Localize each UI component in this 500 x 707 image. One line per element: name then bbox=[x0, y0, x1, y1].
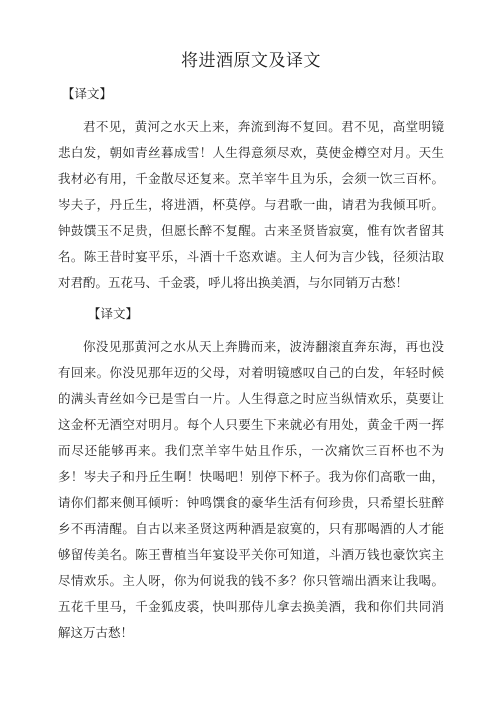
translation-text-paragraph: 你没见那黄河之水从天上奔腾而来，波涛翻滚直奔东海，再也没有回来。你没见那年迈的父母，对着明镜感叹自己的白发，年轻时候的满头青丝如今已是雪白一片。人生得意之时应当纵情欢乐，莫要让这金杯无酒空对明月。每个人只要生下来就必有用处，黄金千两一挥而尽还能够再来。我们烹羊宰牛姑且作乐，一次痛饮三百杯也不为多！岑夫子和丹丘生啊！快喝吧！别停下杯子。我为你们高歌一曲，请你们都来侧耳倾听：钟鸣馔食的豪华生活有何珍贵，只希望长驻醉乡不再清醒。自古以来圣贤这两种酒是寂寞的，只有那喝酒的人才能够留传美名。陈王曹植当年宴设平关你可知道，斗酒万钱也豪饮宾主尽情欢乐。主人呀，你为何说我的钱不多？你只管端出酒来让我喝。五花千里马，千金狐皮裘，快叫那侍儿拿去换美酒，我和你们共同消解这万古愁！ bbox=[58, 339, 444, 640]
original-text-paragraph: 君不见，黄河之水天上来，奔流到海不复回。君不见，高堂明镜悲白发，朝如青丝暮成雪！人生得意须尽欢，莫使金樽空对月。天生我材必有用，千金散尽还复来。烹羊宰牛且为乐，会须一饮三百杯。岑夫子，丹丘生，将进酒，杯莫停。与君歌一曲，请君为我倾耳听。钟鼓馔玉不足贵，但愿长醉不复醒。古来圣贤皆寂寞，惟有饮者留其名。陈王昔时宴平乐，斗酒十千恣欢谑。主人何为言少钱，径须沽取对君酌。五花马、千金裘，呼儿将出换美酒，与尔同销万古愁！ bbox=[58, 119, 444, 290]
section-label-original: 【译文】 bbox=[62, 86, 113, 101]
page-title: 将进酒原文及译文 bbox=[181, 51, 321, 71]
section-label-translation: 【译文】 bbox=[88, 306, 139, 321]
